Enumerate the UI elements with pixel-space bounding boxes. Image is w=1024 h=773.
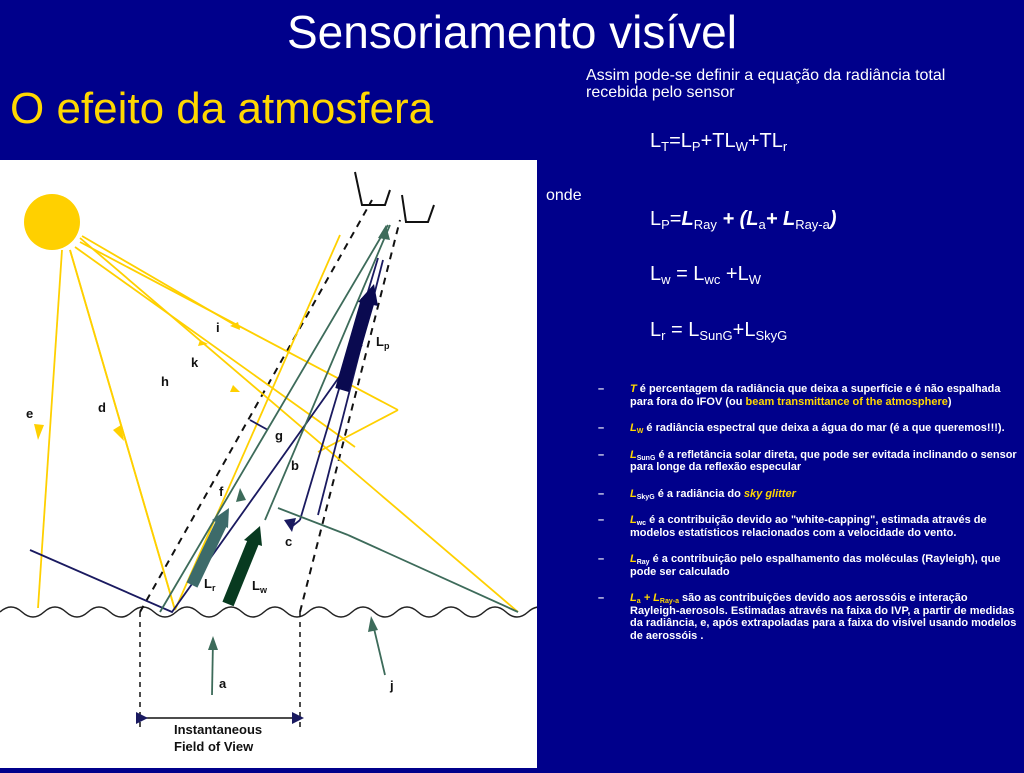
label-c: c [285,534,293,549]
label-k: k [191,355,199,370]
label-f: f [219,484,224,499]
list-item: – $L_{Ray}$ é a contribuição pelo espalhamento das moléculas (Rayleigh), que pode ser calculado [598,553,1001,578]
sensor-icon [355,172,390,205]
sensor-icon [402,195,434,222]
label-i: i [216,320,220,335]
slide-title: Sensoriamento visível [287,6,737,58]
list-item: – $L_{wc}$ é a contribuição devido ao "white-capping", estimada através de modelos estatísticos relacionados com a velocidade do vento. [598,514,987,539]
list-item: – $L_{SunG}$ é a refletância solar direta, que pode ser evitada inclinando o sensor para longe da reflexão especular [598,448,1017,473]
equation-total-radiance: $L_T=L_P+TL_W+TL_r$ [650,130,788,154]
ifov-label-line1: Instantaneous [174,722,263,737]
atmosphere-diagram [0,160,537,768]
label-lw: $L_w$ [252,578,267,595]
list-item: – T é percentagem da radiância que deixa a superfície e é não espalhada para fora do IFOV (ou beam transmittance of the atmosphere) [598,383,1001,408]
list-item: – $L_{SkyG}$ é a radiância do sky glitter [598,487,796,501]
equation-reflected-radiance: $L_r = L_{SunG}+L_{SkyG}$ [650,319,788,343]
list-item: – $L_W$ é radiância espectral que deixa a água do mar (é a que queremos!!!). [598,422,1005,435]
water-surface [0,607,537,617]
onde-label: onde [546,187,582,204]
lp-arrow [342,284,378,390]
label-e: e [26,406,34,421]
label-d: d [98,400,106,415]
label-a: a [219,676,227,691]
definitions-list [598,383,1018,656]
equation-water-radiance: $L_w = L_{wc} +L_W$ [650,263,761,287]
label-g: g [275,428,283,443]
slide-subtitle: O efeito da atmosfera [10,84,434,133]
label-lp: $L_p$ [376,334,390,351]
radiance-paths-diagram [0,160,537,768]
label-b: b [291,458,299,473]
list-item: – $L_a + L_{Ray-a}$ são as contribuições devido aos aerossóis e interação Rayleigh-aerosols. Estimadas através na faixa do IVP, a partir de medidas da radiância, e, após extrapoladas para a faixa do visível usando modelos de aerossóis . [598,592,1017,642]
equation-path-radiance: $L_P=L_{Ray} + (L_a+ L_{Ray-a})$ [650,208,837,232]
sun-icon [24,194,80,250]
intro-text: Assim pode-se definir a equação da radiância total recebida pelo sensor [586,67,946,101]
label-lr: $L_r$ [204,576,216,593]
ifov-label-line2: Field of View [174,739,254,754]
label-j: j [390,678,394,693]
label-h: h [161,374,169,389]
